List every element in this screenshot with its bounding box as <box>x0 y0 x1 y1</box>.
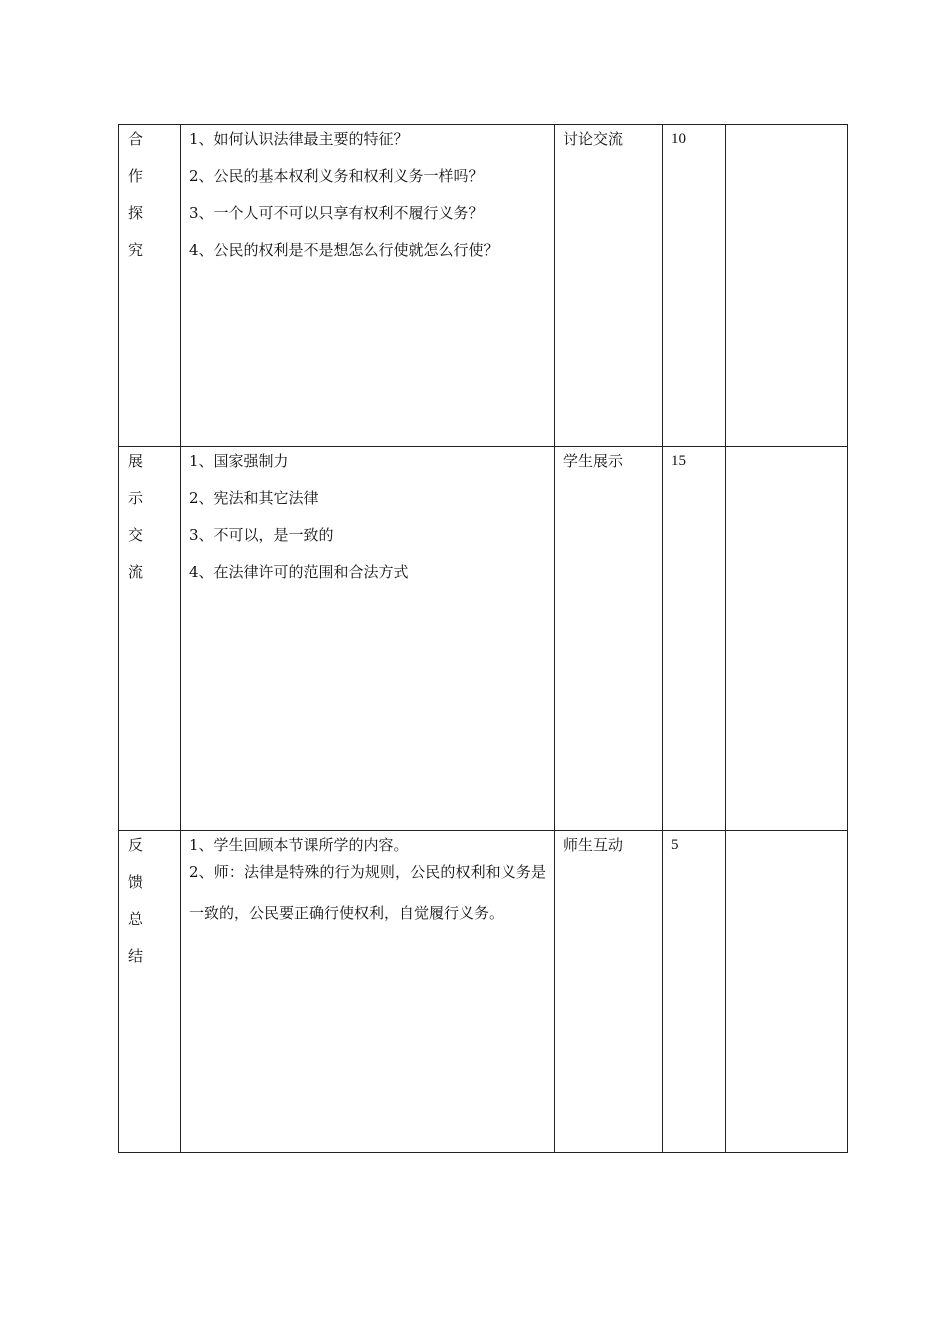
method-text: 学生展示 <box>563 452 624 470</box>
method-cell <box>555 125 663 447</box>
stage-char: 展 <box>128 452 144 470</box>
table-row <box>119 447 848 831</box>
stage-cell <box>119 125 181 447</box>
table-row <box>119 125 848 447</box>
lesson-plan-table <box>118 124 848 1153</box>
content-cell <box>181 125 555 447</box>
method-cell <box>555 831 663 1153</box>
method-text: 讨论交流 <box>563 130 624 148</box>
content-line: 4、公民的权利是不是想怎么行使就怎么行使？ <box>189 241 499 259</box>
time-text: 10 <box>671 131 686 147</box>
stage-char: 反 <box>128 836 144 854</box>
time-text: 5 <box>671 837 679 853</box>
stage-char: 馈 <box>128 873 144 891</box>
content-line: 3、一个人可不可以只享有权利不履行义务？ <box>189 204 484 222</box>
time-cell <box>663 125 726 447</box>
stage-cell <box>119 447 181 831</box>
content-cell <box>181 447 555 831</box>
content-paragraph: 2、师：法律是特殊的行为规则，公民的权利和义务是一致的，公民要正确行使权利，自觉履行义务。 <box>189 863 546 922</box>
content-line: 1、如何认识法律最主要的特征？ <box>189 130 409 148</box>
stage-char: 合 <box>128 130 144 148</box>
content-line: 3、不可以，是一致的 <box>189 526 334 544</box>
stage-cell <box>119 831 181 1153</box>
content-line: 1、学生回顾本节课所学的内容。 <box>189 836 409 854</box>
content-line: 2、公民的基本权利义务和权利义务一样吗？ <box>189 167 484 185</box>
table-row <box>119 831 848 1153</box>
stage-char: 作 <box>128 167 144 185</box>
method-cell <box>555 447 663 831</box>
stage-char: 交 <box>128 526 144 544</box>
stage-char: 流 <box>128 563 144 581</box>
stage-char: 探 <box>128 204 144 222</box>
method-text: 师生互动 <box>563 836 624 854</box>
content-line: 1、国家强制力 <box>189 452 289 470</box>
content-cell <box>181 831 555 1153</box>
stage-char: 总 <box>128 910 144 928</box>
note-cell <box>726 125 848 447</box>
stage-char: 结 <box>128 947 144 965</box>
time-cell <box>663 831 726 1153</box>
time-cell <box>663 447 726 831</box>
time-text: 15 <box>671 453 686 469</box>
note-cell <box>726 831 848 1153</box>
stage-char: 示 <box>128 489 144 507</box>
note-cell <box>726 447 848 831</box>
content-line: 4、在法律许可的范围和合法方式 <box>189 563 409 581</box>
stage-char: 究 <box>128 241 144 259</box>
content-line: 2、宪法和其它法律 <box>189 489 319 507</box>
